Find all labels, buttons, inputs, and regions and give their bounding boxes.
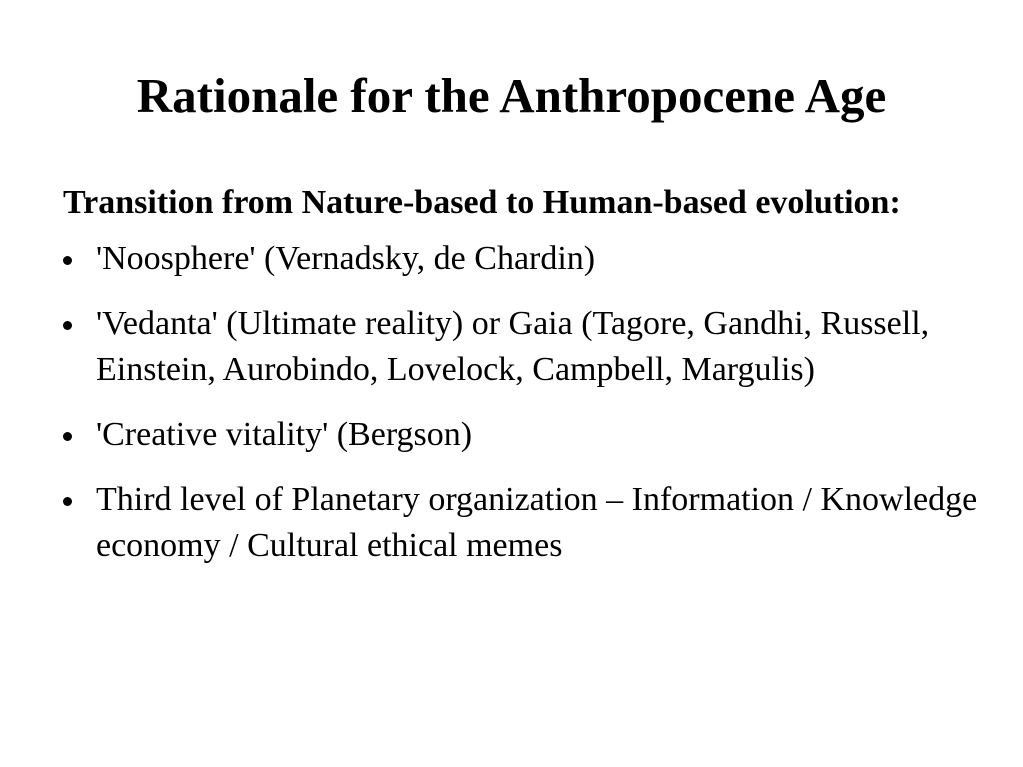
- bullet-item: [63, 477, 983, 569]
- lead-text: Transition from Nature-based to Human-based evolution:: [63, 184, 901, 221]
- bullet-item: [63, 301, 983, 393]
- bullet-text: 'Creative vitality' (Bergson): [96, 416, 473, 453]
- bullet-dot-icon: [63, 321, 72, 330]
- bullet-text: 'Vedanta' (Ultimate reality) or Gaia (Tagore, Gandhi, Russell, Einstein, Aurobindo, Lovelock, Campbell, Margulis): [96, 305, 930, 388]
- bullet-list: [63, 236, 983, 569]
- bullet-item: [63, 412, 983, 458]
- bullet-dot-icon: [63, 256, 72, 265]
- bullet-dot-icon: [63, 432, 72, 441]
- bullet-text: 'Noosphere' (Vernadsky, de Chardin): [96, 240, 596, 277]
- bullet-text: Third level of Planetary organization – Information / Knowledge economy / Cultural ethical memes: [96, 481, 978, 564]
- slide-body: [63, 180, 983, 588]
- bullet-dot-icon: [63, 497, 72, 506]
- slide-title: Rationale for the Anthropocene Age: [136, 68, 887, 123]
- bullet-item: [63, 236, 983, 282]
